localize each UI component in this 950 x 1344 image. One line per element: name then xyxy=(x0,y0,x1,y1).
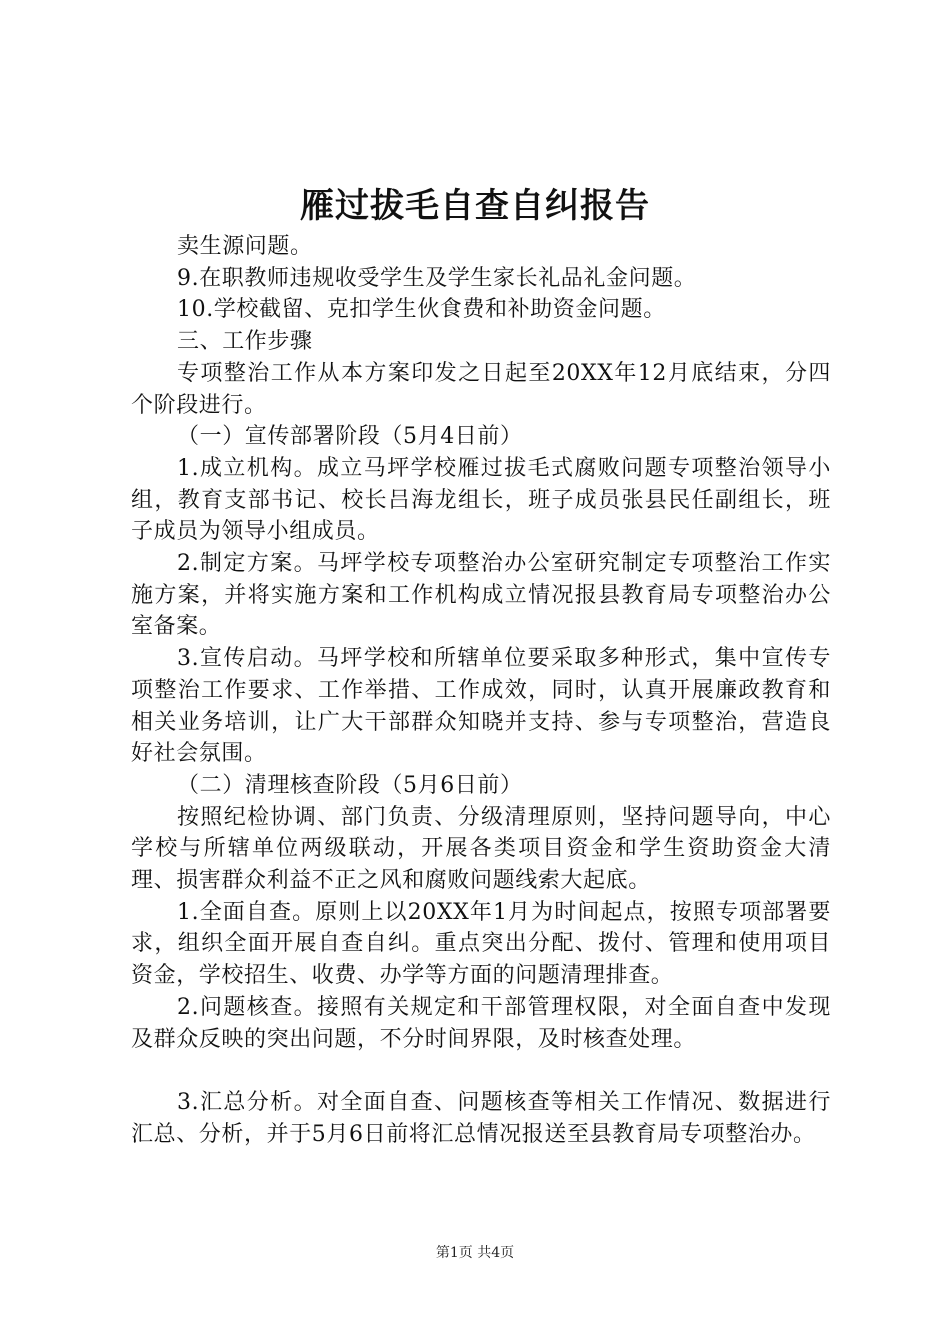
paragraph-14: 3.汇总分析。对全面自查、问题核查等相关工作情况、数据进行汇总、分析，并于5月6日前将汇总情况报送至县教育局专项整治办。 xyxy=(131,1089,831,1147)
paragraph-2: 9.在职教师违规收受学生及学生家长礼品礼金问题。 xyxy=(177,265,697,291)
paragraph-7: 1.成立机构。成立马坪学校雁过拔毛式腐败问题专项整治领导小组，教育支部书记、校长吕海龙组长，班子成员张县民任副组长，班子成员为领导小组成员。 xyxy=(131,455,831,545)
stage-heading-1: （一）宣传部署阶段（5月4日前） xyxy=(177,424,523,450)
paragraph-9: 3.宣传启动。马坪学校和所辖单位要采取多种形式，集中宣传专项整治工作要求、工作举措、工作成效，同时，认真开展廉政教育和相关业务培训，让广大干部群众知晓并支持、参与专项整治，营造良好社会氛围。 xyxy=(131,646,831,767)
paragraph-12: 1.全面自查。原则上以20XX年1月为时间起点，按照专项部署要求，组织全面开展自查自纠。重点突出分配、拨付、管理和使用项目资金，学校招生、收费、办学等方面的问题清理排查。 xyxy=(131,899,831,989)
document-body xyxy=(131,231,831,1150)
paragraph-11: 按照纪检协调、部门负责、分级清理原则，坚持问题导向，中心学校与所辖单位两级联动，开展各类项目资金和学生资助资金大清理、损害群众利益不正之风和腐败问题线索大起底。 xyxy=(131,804,831,894)
document-title: 雁过拔毛自查自纠报告 xyxy=(300,186,650,226)
page-footer: 第1页 共4页 xyxy=(435,1245,515,1261)
stage-heading-2: （二）清理核查阶段（5月6日前） xyxy=(177,772,523,798)
paragraph-5: 专项整治工作从本方案印发之日起至20XX年12月底结束，分四个阶段进行。 xyxy=(131,360,831,418)
paragraph-1: 卖生源问题。 xyxy=(177,234,313,259)
paragraph-13: 2.问题核查。接照有关规定和干部管理权限，对全面自查中发现及群众反映的突出问题，不分时间界限，及时核查处理。 xyxy=(131,994,831,1052)
section-heading-work-steps: 三、工作步骤 xyxy=(177,329,313,355)
paragraph-8: 2.制定方案。马坪学校专项整治办公室研究制定专项整治工作实施方案，并将实施方案和工作机构成立情况报县教育局专项整治办公室备案。 xyxy=(131,551,831,640)
paragraph-3: 10.学校截留、克扣学生伙食费和补助资金问题。 xyxy=(177,297,666,323)
